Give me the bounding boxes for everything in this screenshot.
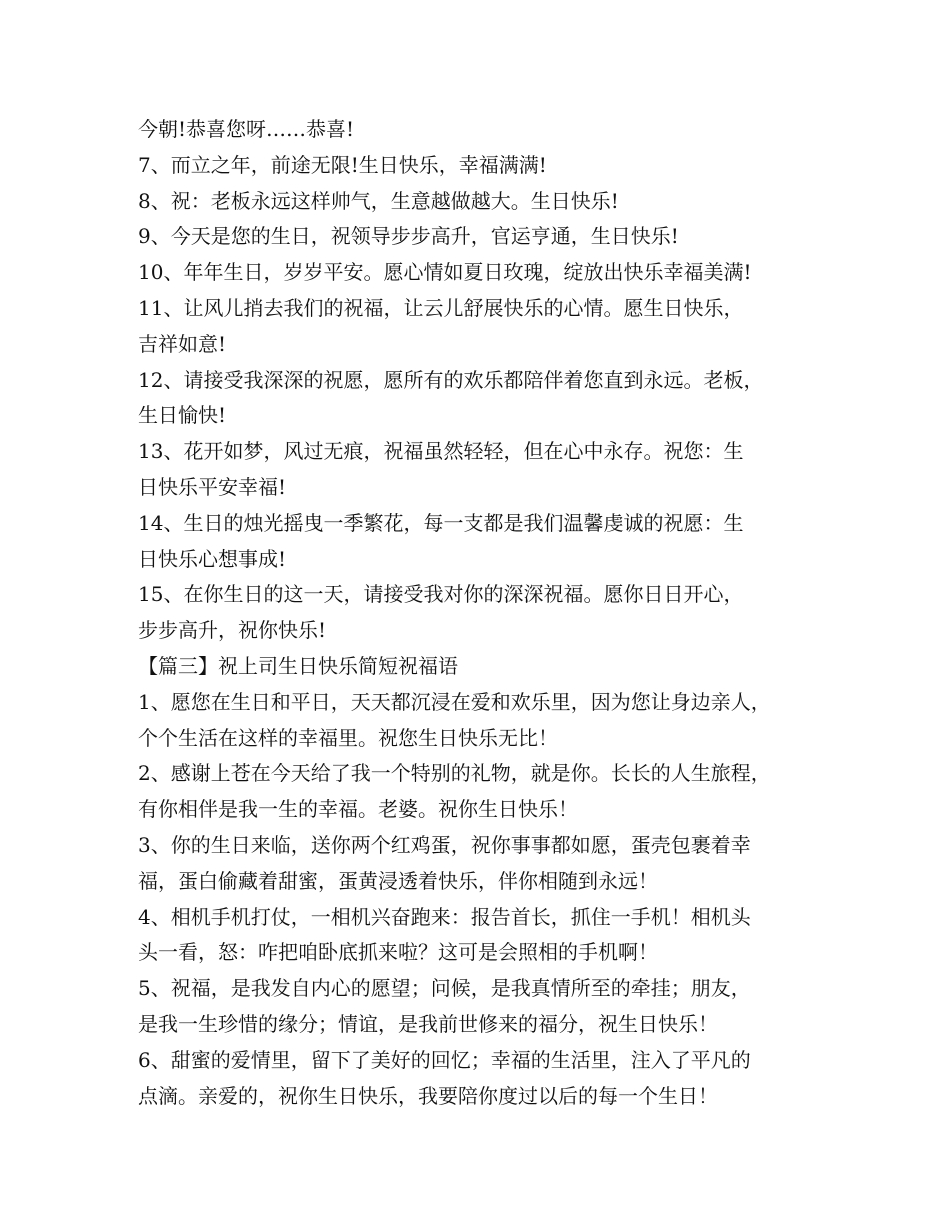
text-line-4: 9、今天是您的生日，祝领导步步高升，官运亨通，生日快乐! (138, 224, 679, 249)
text-line-15: 步步高升，祝你快乐! (138, 618, 327, 643)
document-body (138, 112, 838, 1114)
text-line-19: 2、感谢上苍在今天给了我一个特别的礼物，就是你。长长的人生旅程， (138, 761, 771, 786)
text-line-9: 生日愉快! (138, 403, 227, 428)
text-line-28: 点滴。亲爱的，祝你生日快乐，我要陪你度过以后的每一个生日！ (138, 1083, 718, 1108)
text-line-22: 福，蛋白偷藏着甜蜜，蛋黄浸透着快乐，伴你相随到永远！ (138, 868, 658, 893)
text-line-20: 有你相伴是我一生的幸福。老婆。祝你生日快乐！ (138, 797, 578, 822)
text-line-25: 5、祝福，是我发自内心的愿望；问候，是我真情所至的牵挂；朋友， (138, 976, 751, 1001)
text-line-24: 头一看，怒：咋把咱卧底抓来啦？这可是会照相的手机啊！ (138, 940, 658, 965)
text-line-12: 14、生日的烛光摇曳一季繁花，每一支都是我们温馨虔诚的祝愿：生 (138, 510, 744, 535)
text-line-11: 日快乐平安幸福! (138, 474, 287, 499)
text-line-1: 今朝!恭喜您呀……恭喜! (138, 117, 355, 141)
text-line-26: 是我一生珍惜的缘分；情谊，是我前世修来的福分，祝生日快乐！ (138, 1011, 718, 1036)
text-line-2: 7、而立之年，前途无限!生日快乐，幸福满满! (138, 152, 547, 177)
text-line-27: 6、甜蜜的爱情里，留下了美好的回忆；幸福的生活里，注入了平凡的 (138, 1047, 751, 1072)
text-line-21: 3、你的生日来临，送你两个红鸡蛋，祝你事事都如愿，蛋壳包裹着幸 (138, 832, 751, 857)
text-line-17: 1、愿您在生日和平日，天天都沉浸在爱和欢乐里，因为您让身边亲人， (138, 689, 771, 714)
text-line-10: 13、花开如梦，风过无痕，祝福虽然轻轻，但在心中永存。祝您：生 (138, 439, 744, 464)
section-heading: 【篇三】祝上司生日快乐简短祝福语 (138, 653, 458, 678)
text-line-8: 12、请接受我深深的祝愿，愿所有的欢乐都陪伴着您直到永远。老板， (138, 367, 764, 392)
text-line-23: 4、相机手机打仗，一相机兴奋跑来：报告首长，抓住一手机！相机头 (138, 904, 751, 929)
text-line-5: 10、年年生日，岁岁平安。愿心情如夏日玫瑰，绽放出快乐幸福美满! (138, 260, 752, 285)
text-line-7: 吉祥如意! (138, 331, 227, 356)
text-line-6: 11、让风儿捎去我们的祝福，让云儿舒展快乐的心情。愿生日快乐， (138, 295, 744, 320)
text-line-13: 日快乐心想事成! (138, 546, 287, 571)
text-line-3: 8、祝：老板永远这样帅气，生意越做越大。生日快乐! (138, 188, 619, 213)
text-line-18: 个个生活在这样的幸福里。祝您生日快乐无比！ (138, 725, 558, 750)
text-line-14: 15、在你生日的这一天，请接受我对你的深深祝福。愿你日日开心， (138, 582, 744, 607)
